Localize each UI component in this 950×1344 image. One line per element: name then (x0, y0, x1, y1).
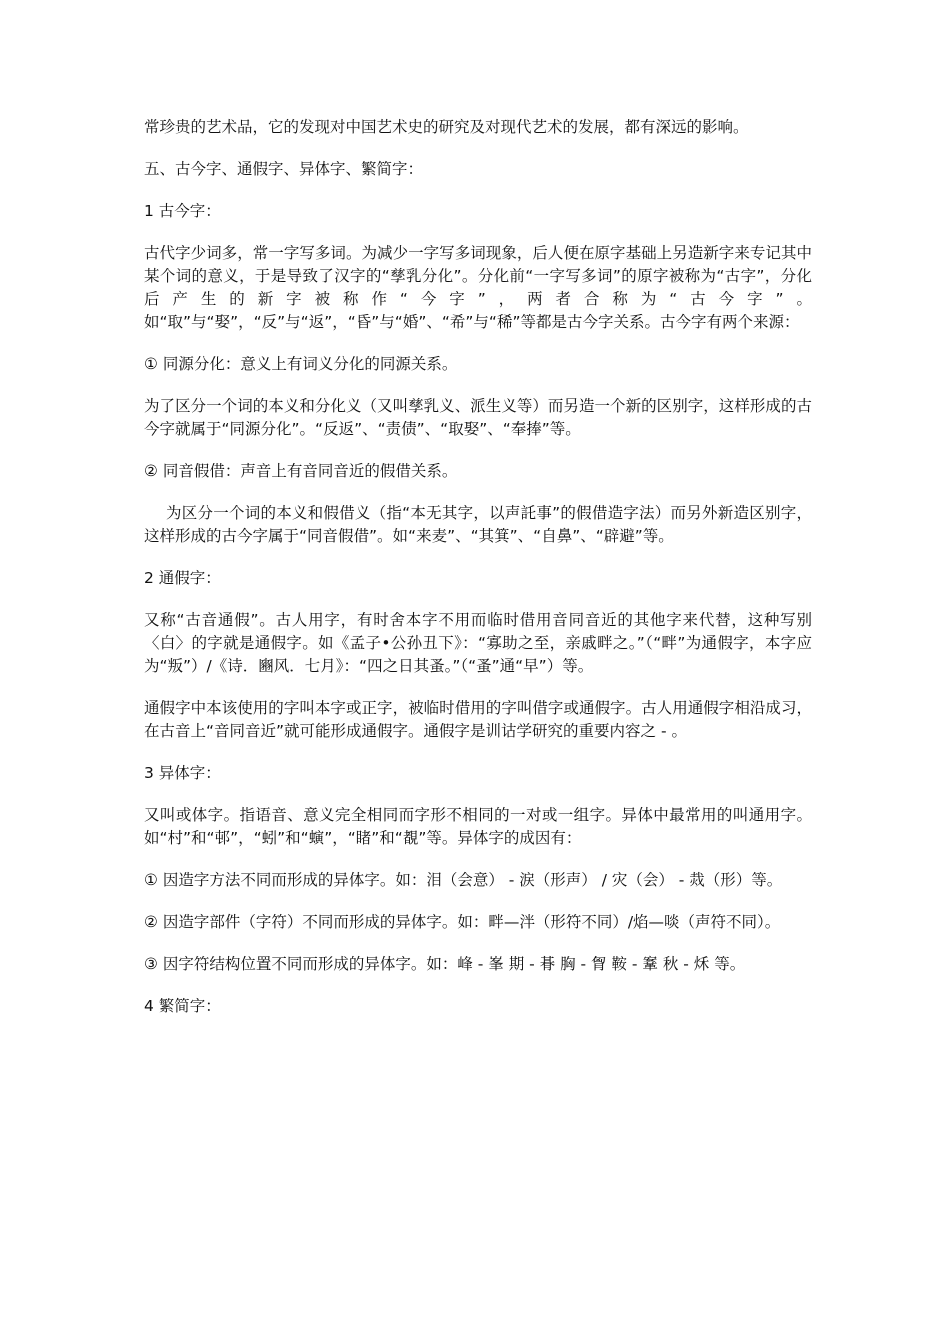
paragraph-tongyuan-explanation: 为了区分一个词的本义和分化义（又叫孳乳义、派生义等）而另造一个新的区别字，这样形成的古今字就属于“同源分化”。“反返”、“责债”、“取娶”、“奉捧”等。 (144, 397, 812, 438)
paragraph-yitizi-definition: 又叫或体字。指语音、意义完全相同而字形不相同的一对或一组字。异体中最常用的叫通用字。如“村”和“邨”，“蚓”和“螾”，“睹”和“覩”等。异体字的成因有： (144, 806, 812, 847)
subheading-yitizi: 3 异体字： (144, 764, 221, 782)
paragraph-intro-continued: 常珍贵的艺术品，它的发现对中国艺术史的研究及对现代艺术的发展，都有深远的影响。 (144, 118, 749, 136)
document-page (144, 116, 812, 1037)
item-yitizi-method: ① 因造字方法不同而形成的异体字。如：泪（会意） - 涙（形声） / 灾（会） - 烖（形）等。 (144, 871, 783, 889)
paragraph-tongjiazi-benzi: 通假字中本该使用的字叫本字或正字，被临时借用的字叫借字或通假字。古人用通假字相沿成习，在古音上“音同音近”就可能形成通假字。通假字是训诂学研究的重要内容之 - 。 (144, 699, 812, 740)
item-yitizi-component: ② 因造字部件（字符）不同而形成的异体字。如：畔—泮（形符不同）/焰—啖（声符不同）。 (144, 913, 781, 931)
item-tongyin-jiajie: ② 同音假借：声音上有音同音近的假借关系。 (144, 462, 458, 480)
item-yitizi-structure: ③ 因字符结构位置不同而形成的异体字。如：峰 - 峯 期 - 朞 胸 - 胷 鞍 - 鞌 秋 - 秌 等。 (144, 955, 746, 973)
item-tongyuan-fenhua: ① 同源分化：意义上有词义分化的同源关系。 (144, 355, 458, 373)
subheading-gujinzi: 1 古今字： (144, 202, 221, 220)
paragraph-tongjiazi-definition: 又称“古音通假”。古人用字，有时舍本字不用而临时借用音同音近的其他字来代替，这种写别〈白〉的字就是通假字。如《孟子•公孙丑下》：“寡助之至，亲戚畔之。”（“畔”为通假字，本字应为“叛”）/《诗．豳风．七月》：“四之日其蚤。”（“蚤”通“早”）等。 (144, 611, 812, 675)
subheading-tongjiazi: 2 通假字： (144, 569, 221, 587)
subheading-fanjianzi: 4 繁简字： (144, 997, 221, 1015)
paragraph-gujinzi-definition: 古代字少词多，常一字写多词。为减少一字写多词现象，后人便在原字基础上另造新字来专记其中某个词的意义，于是导致了汉字的“孳乳分化”。分化前“一字写多词”的原字被称为“古字”，分化后产生的新字被称作“今字”，两者合称为“古今字”。如“取”与“娶”，“反”与“返”，“昏”与“婚”、“希”与“稀”等都是古今字关系。古今字有两个来源： (144, 244, 812, 331)
section-heading-five: 五、古今字、通假字、异体字、繁简字： (144, 160, 424, 178)
paragraph-tongyin-explanation: 为区分一个词的本义和假借义（指“本无其字，以声託事”的假借造字法）而另外新造区别字，这样形成的古今字属于“同音假借”。如“来麦”、“其箕”、“自鼻”、“辟避”等。 (144, 504, 812, 545)
